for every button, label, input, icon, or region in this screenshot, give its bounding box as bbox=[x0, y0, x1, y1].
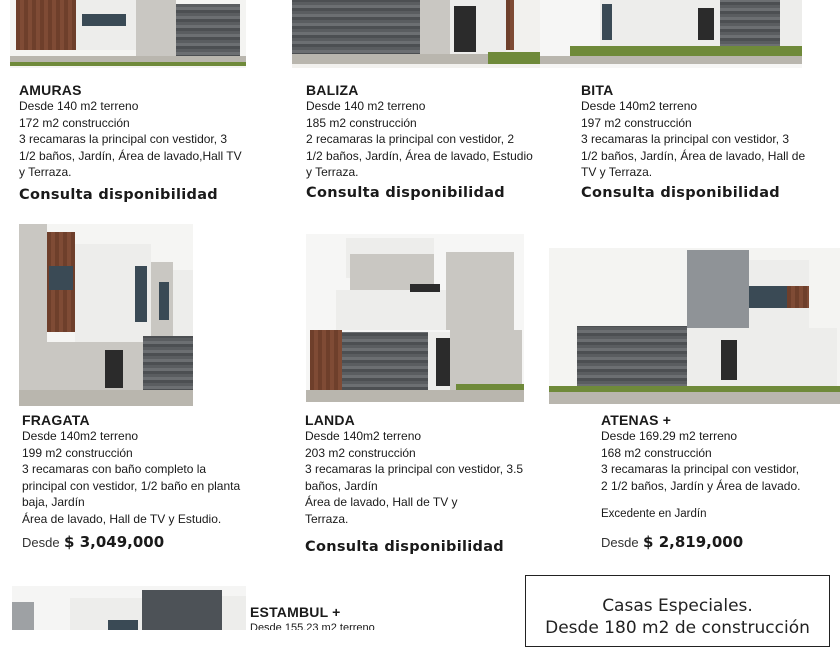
detail-line: Desde 155.23 m2 terreno bbox=[250, 622, 375, 630]
model-name: ESTAMBUL + bbox=[250, 604, 341, 620]
price-row bbox=[601, 533, 836, 552]
atenas-house-image bbox=[549, 248, 840, 404]
card-atenas bbox=[601, 412, 836, 552]
detail-line: 2 recamaras la principal con vestidor, 2 bbox=[306, 132, 515, 146]
detail-line: 3 recamaras la principal con vestidor, 3.5 bbox=[305, 462, 524, 476]
bita-house-image bbox=[540, 0, 802, 68]
detail-line: TV y Terraza. bbox=[581, 165, 653, 179]
consulta-disponibilidad-link[interactable]: Consulta disponibilidad bbox=[19, 186, 218, 203]
excedente-note: Excedente en Jardín bbox=[601, 508, 707, 520]
baliza-house-image bbox=[292, 0, 544, 68]
landa-house-image bbox=[306, 234, 524, 402]
detail-line: Desde 140m2 terreno bbox=[305, 429, 422, 443]
consulta-disponibilidad-link[interactable]: Consulta disponibilidad bbox=[306, 184, 505, 201]
detail-line: 1/2 baños, Jardín, Área de lavado,Hall TV bbox=[19, 148, 242, 163]
card-fragata bbox=[22, 412, 292, 552]
detail-line: 3 recamaras la principal con vestidor, bbox=[601, 462, 800, 476]
detail-line: Área de lavado, Hall de TV y Estudio. bbox=[22, 511, 222, 526]
price-label: Desde bbox=[22, 535, 60, 550]
fragata-house-image bbox=[19, 224, 193, 406]
detail-line: 197 m2 construcción bbox=[581, 115, 692, 130]
detail-line: Desde 140m2 terreno bbox=[22, 429, 139, 443]
consulta-disponibilidad-link[interactable]: Consulta disponibilidad bbox=[305, 539, 504, 555]
detail-line: 1/2 baños, Jardín, Área de lavado, Estudio bbox=[306, 148, 533, 163]
model-name: BITA bbox=[581, 82, 614, 98]
model-name: LANDA bbox=[305, 412, 355, 428]
detail-line: principal con vestidor, 1/2 baño en planta bbox=[22, 478, 241, 493]
detail-line: Desde 140 m2 terreno bbox=[306, 99, 426, 113]
price-value: $ 3,049,000 bbox=[64, 533, 165, 551]
detail-line: 172 m2 construcción bbox=[19, 115, 130, 130]
price-row bbox=[22, 533, 292, 552]
consulta-disponibilidad-link[interactable]: Consulta disponibilidad bbox=[581, 184, 780, 201]
casas-especiales-box bbox=[525, 575, 830, 647]
model-name: FRAGATA bbox=[22, 412, 90, 428]
card-amuras bbox=[19, 82, 279, 203]
detail-line: y Terraza. bbox=[306, 165, 359, 179]
model-name: BALIZA bbox=[306, 82, 359, 98]
detail-line: 185 m2 construcción bbox=[306, 115, 417, 130]
card-landa bbox=[305, 412, 575, 555]
detail-line: 1/2 baños, Jardín, Área de lavado, Hall de bbox=[581, 148, 806, 163]
detail-line: 2 1/2 baños, Jardín y Área de lavado. bbox=[601, 478, 801, 493]
estambul-house-image bbox=[12, 586, 246, 630]
detail-line: baños, Jardín bbox=[305, 478, 378, 493]
price-label: Desde bbox=[601, 534, 639, 550]
detail-line: 168 m2 construcción bbox=[601, 445, 712, 460]
casas-especiales-subtitle: Desde 180 m2 de construcción bbox=[545, 618, 810, 638]
amuras-house-image bbox=[10, 0, 246, 68]
card-estambul bbox=[250, 604, 450, 630]
detail-line: 199 m2 construcción bbox=[22, 445, 133, 460]
detail-line: Desde 140 m2 terreno bbox=[19, 99, 139, 113]
price-value: $ 2,819,000 bbox=[643, 532, 744, 551]
casas-especiales-title: Casas Especiales. bbox=[602, 596, 753, 616]
model-name: ATENAS + bbox=[601, 412, 672, 428]
card-bita bbox=[581, 82, 836, 201]
detail-line: 3 recamaras con baño completo la bbox=[22, 462, 207, 476]
model-name: AMURAS bbox=[19, 82, 82, 98]
detail-line: Terraza. bbox=[305, 511, 349, 526]
detail-line: 3 recamaras la principal con vestidor, 3 bbox=[19, 132, 228, 146]
card-baliza bbox=[306, 82, 566, 201]
detail-line: 203 m2 construcción bbox=[305, 445, 416, 460]
detail-line: Área de lavado, Hall de TV y bbox=[305, 495, 458, 509]
detail-line: baja, Jardín bbox=[22, 495, 85, 509]
detail-line: Desde 169.29 m2 terreno bbox=[601, 429, 738, 443]
detail-line: y Terraza. bbox=[19, 165, 72, 179]
detail-line: Desde 140m2 terreno bbox=[581, 99, 698, 113]
detail-line: 3 recamaras la principal con vestidor, 3 bbox=[581, 132, 790, 146]
